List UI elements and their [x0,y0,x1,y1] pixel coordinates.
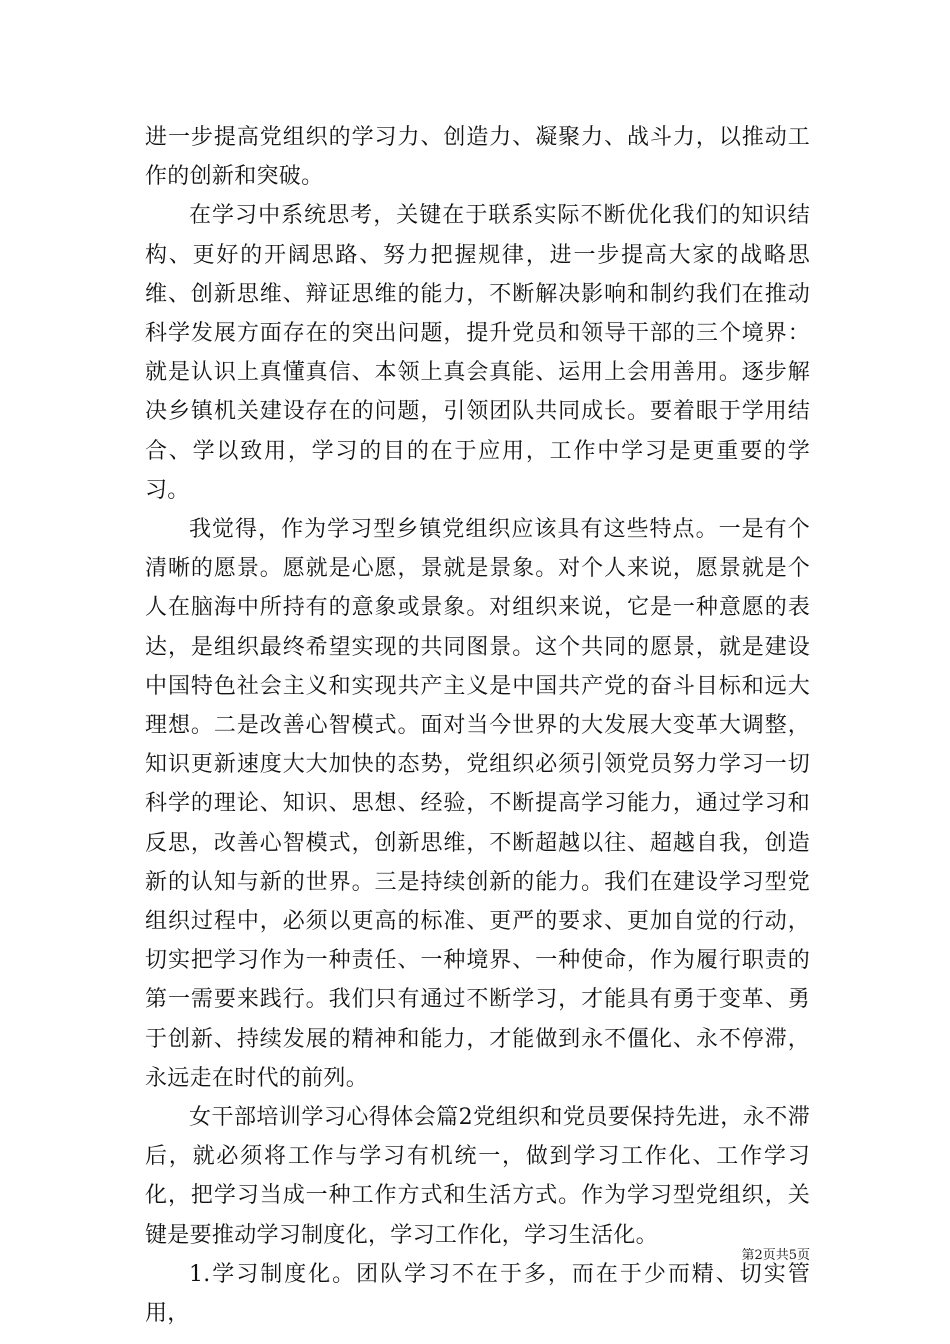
paragraph: 我觉得，作为学习型乡镇党组织应该具有这些特点。一是有个清晰的愿景。愿就是心愿，景就是景象。对个人来说，愿景就是个人在脑海中所持有的意象或景象。对组织来说，它是一种意愿的表达，是组织最终希望实现的共同图景。这个共同的愿景，就是建设中国特色社会主义和实现共产主义是中国共产党的奋斗目标和远大理想。二是改善心智模式。面对当今世界的大发展大变革大调整，知识更新速度大大加快的态势，党组织必须引领党员努力学习一切科学的理论、知识、思想、经验，不断提高学习能力，通过学习和反思，改善心智模式，创新思维，不断超越以往、超越自我，创造新的认知与新的世界。三是持续创新的能力。我们在建设学习型党组织过程中，必须以更高的标准、更严的要求、更加自觉的行动，切实把学习作为一种责任、一种境界、一种使命，作为履行职责的第一需要来践行。我们只有通过不断学习，才能具有勇于变革、勇于创新、持续发展的精神和能力，才能做到永不僵化、永不停滞，永远走在时代的前列。 [145,517,810,1091]
page-number-footer: 第2页共5页 [741,1248,810,1263]
paragraph: 女干部培训学习心得体会篇2党组织和党员要保持先进，永不滞后，就必须将工作与学习有机统一，做到学习工作化、工作学习化，把学习当成一种工作方式和生活方式。作为学习型党组织，关键是要推动学习制度化，学习工作化，学习生活化。 [145,1105,810,1248]
paragraph: 在学习中系统思考，关键在于联系实际不断优化我们的知识结构、更好的开阔思路、努力把握规律，进一步提高大家的战略思维、创新思维、辩证思维的能力，不断解决影响和制约我们在推动科学发展方面存在的突出问题，提升党员和领导干部的三个境界：就是认识上真懂真信、本领上真会真能、运用上会用善用。逐步解决乡镇机关建设存在的问题，引领团队共同成长。要着眼于学用结合、学以致用，学习的目的在于应用，工作中学习是更重要的学习。 [145,203,810,503]
paragraph: 进一步提高党组织的学习力、创造力、凝聚力、战斗力，以推动工作的创新和突破。 [145,125,810,190]
paragraph: 1.学习制度化。团队学习不在于多，而在于少而精、切实管用， [145,1261,810,1327]
document-body [145,118,810,1333]
